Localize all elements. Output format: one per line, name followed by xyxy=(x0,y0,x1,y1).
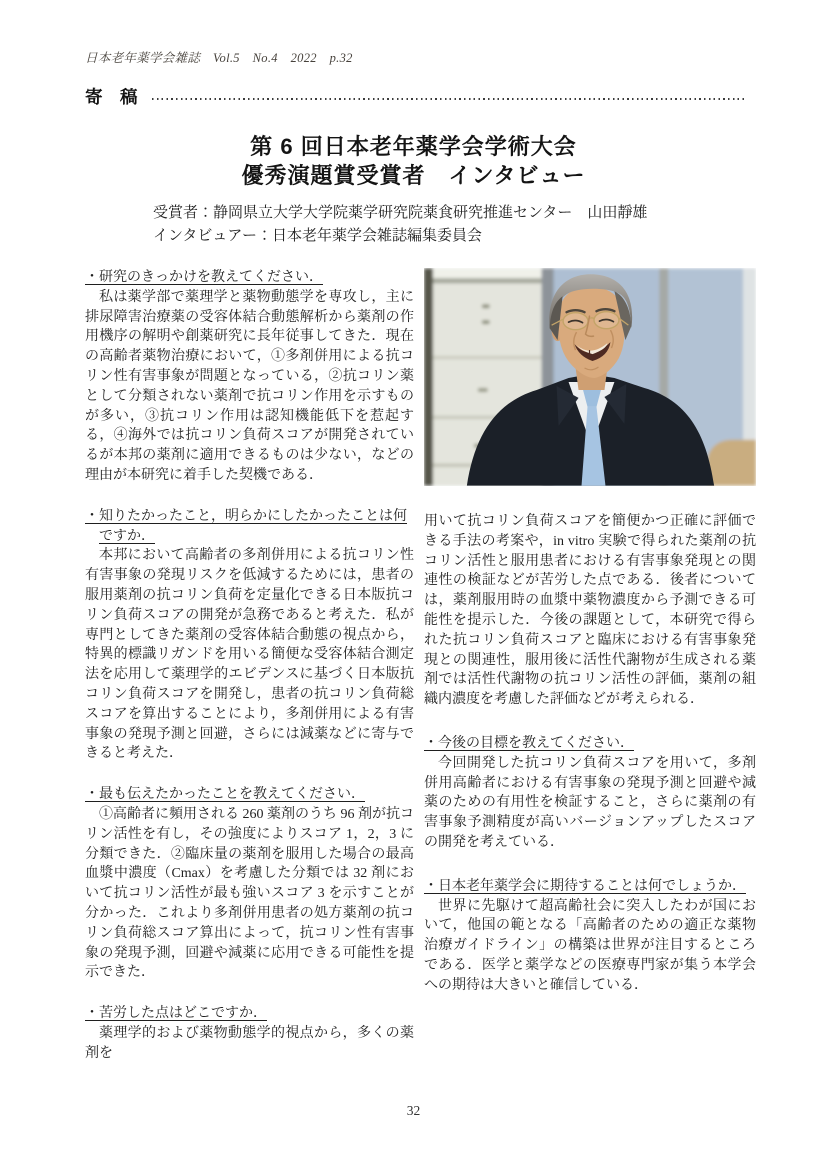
qa-section-difficulties xyxy=(85,1004,414,1063)
journal-citation: 日本老年薬学会雑誌 Vol.5 No.4 2022 p.32 xyxy=(85,51,353,65)
qa-section-difficulties-continued xyxy=(424,512,756,710)
answer-paragraph: 私は薬学部で薬理学と薬物動態学を専攻し，主に排尿障害治療薬の受容体結合動態解析から薬剤の作用機序の解明や創薬研究に長年従事してきた．現在の高齢者薬物治療において，①多剤併用による抗コリン性有害事象が問題となっている，②抗コリン薬として分類されない薬剤で抗コリン作用を示すものが多い，③抗コリン作用は認知機能低下を惹起する，④海外では抗コリン負荷スコアが開発されているが本邦の薬剤に適用できるものは少ない，などの理由が本研究に着手した契機である． xyxy=(85,289,414,483)
article-title-line2: 優秀演題賞受賞者 インタビュー xyxy=(241,163,586,188)
page-number: 32 xyxy=(406,1103,421,1118)
interviewer-line: インタビュアー：日本老年薬学会雑誌編集委員会 xyxy=(153,228,482,244)
answer-paragraph: 薬理学的および薬物動態学的視点から，多くの薬剤を xyxy=(85,1025,414,1061)
interview-photo xyxy=(424,268,756,486)
qa-section-expectations xyxy=(424,877,756,996)
article-title xyxy=(0,132,827,190)
answer-paragraph: 世界に先駆けて超高齢社会に突入したわが国において，他国の範となる「高齢者のための適正な薬物治療ガイドライン」の構築は世界が注目するところである．医学と薬学などの医療専門家が集う本学会への期待は大きいと確信している． xyxy=(424,898,756,993)
qa-section-future-goals xyxy=(424,734,756,853)
question-heading: ・研究のきっかけを教えてください． xyxy=(85,270,323,285)
qa-section-aim xyxy=(85,507,414,764)
answer-paragraph: 本邦において高齢者の多剤併用による抗コリン性有害事象の発現リスクを低減するためには，患者の服用薬剤の抗コリン負荷を定量化できる日本版抗コリン負荷スコアの開発が急務であると考えた．私が専門としてきた薬剤の受容体結合動態の視点から，特異的標識リガンドを用いる簡便な受容体結合測定法を応用して薬理学的エビデンスに基づく日本版抗コリン負荷スコアを開発し，患者の抗コリン負荷総スコアを算出することにより，多剤併用による有害事象の発現予測と回避，さらには減薬などに寄与できると考えた． xyxy=(85,548,414,762)
question-heading: ・最も伝えたかったことを教えてください． xyxy=(85,787,365,803)
question-heading: ・日本老年薬学会に期待することは何でしょうか． xyxy=(424,878,746,894)
question-heading: ・今後の目標を教えてください． xyxy=(424,735,634,751)
byline xyxy=(153,202,647,248)
section-label: 寄 稿 xyxy=(85,87,138,107)
right-column xyxy=(424,268,756,1020)
article-title-line1: 第 6 回日本老年薬学会学術大会 xyxy=(250,134,577,159)
left-column xyxy=(85,268,414,1084)
awardee-line: 受賞者：静岡県立大学大学院薬学研究院薬食研究推進センター 山田靜雄 xyxy=(153,205,648,221)
answer-paragraph: ①高齢者に頻用される 260 薬剤のうち 96 剤が抗コリン活性を有し，その強度によりスコア 1，2，3 に分類できた．②臨床量の薬剤を服用した場合の最高血漿中濃度（Cmax）を考慮した分類では 32 剤において抗コリン活性が最も強いスコア 3 を示すことが分かった．これより多剤併用患者の処方薬剤の抗コリン負荷総スコア算出によって，抗コリン性有害事象の発現予測，回避や減薬に応用できる可能性を提示できた． xyxy=(85,806,414,981)
question-heading: ・知りたかったこと，明らかにしたかったことは何ですか． xyxy=(85,508,407,544)
question-heading: ・苦労した点はどこですか． xyxy=(85,1006,267,1022)
answer-paragraph-continued: 用いて抗コリン負荷スコアを簡便かつ正確に評価できる手法の考案や，in vitro 実験で得られた薬剤の抗コリン活性と服用患者における有害事象発現との関連性の検証などが苦労した点である．後者については，薬剤服用時の血漿中薬物濃度から予測できる可能性を提示した．今後の課題として，本研究で得られた抗コリン負荷スコアと臨床における有害事象発現との関連性，服用後に活性代謝物が生成される薬剤では活性代謝物の抗コリン活性の評価，薬剤の組織内濃度を考慮した評価などが考えられる． xyxy=(424,514,756,708)
qa-section-key-message xyxy=(85,785,414,983)
section-header xyxy=(85,84,746,109)
answer-paragraph: 今回開発した抗コリン負荷スコアを用いて，多剤併用高齢者における有害事象の発現予測と回避や減薬のための有用性を検証すること，さらに薬剤の有害事象予測精度が高いバージョンアップしたスコアの開発を考えている． xyxy=(424,755,756,850)
qa-section-motivation xyxy=(85,268,414,486)
dotted-rule xyxy=(152,98,747,100)
